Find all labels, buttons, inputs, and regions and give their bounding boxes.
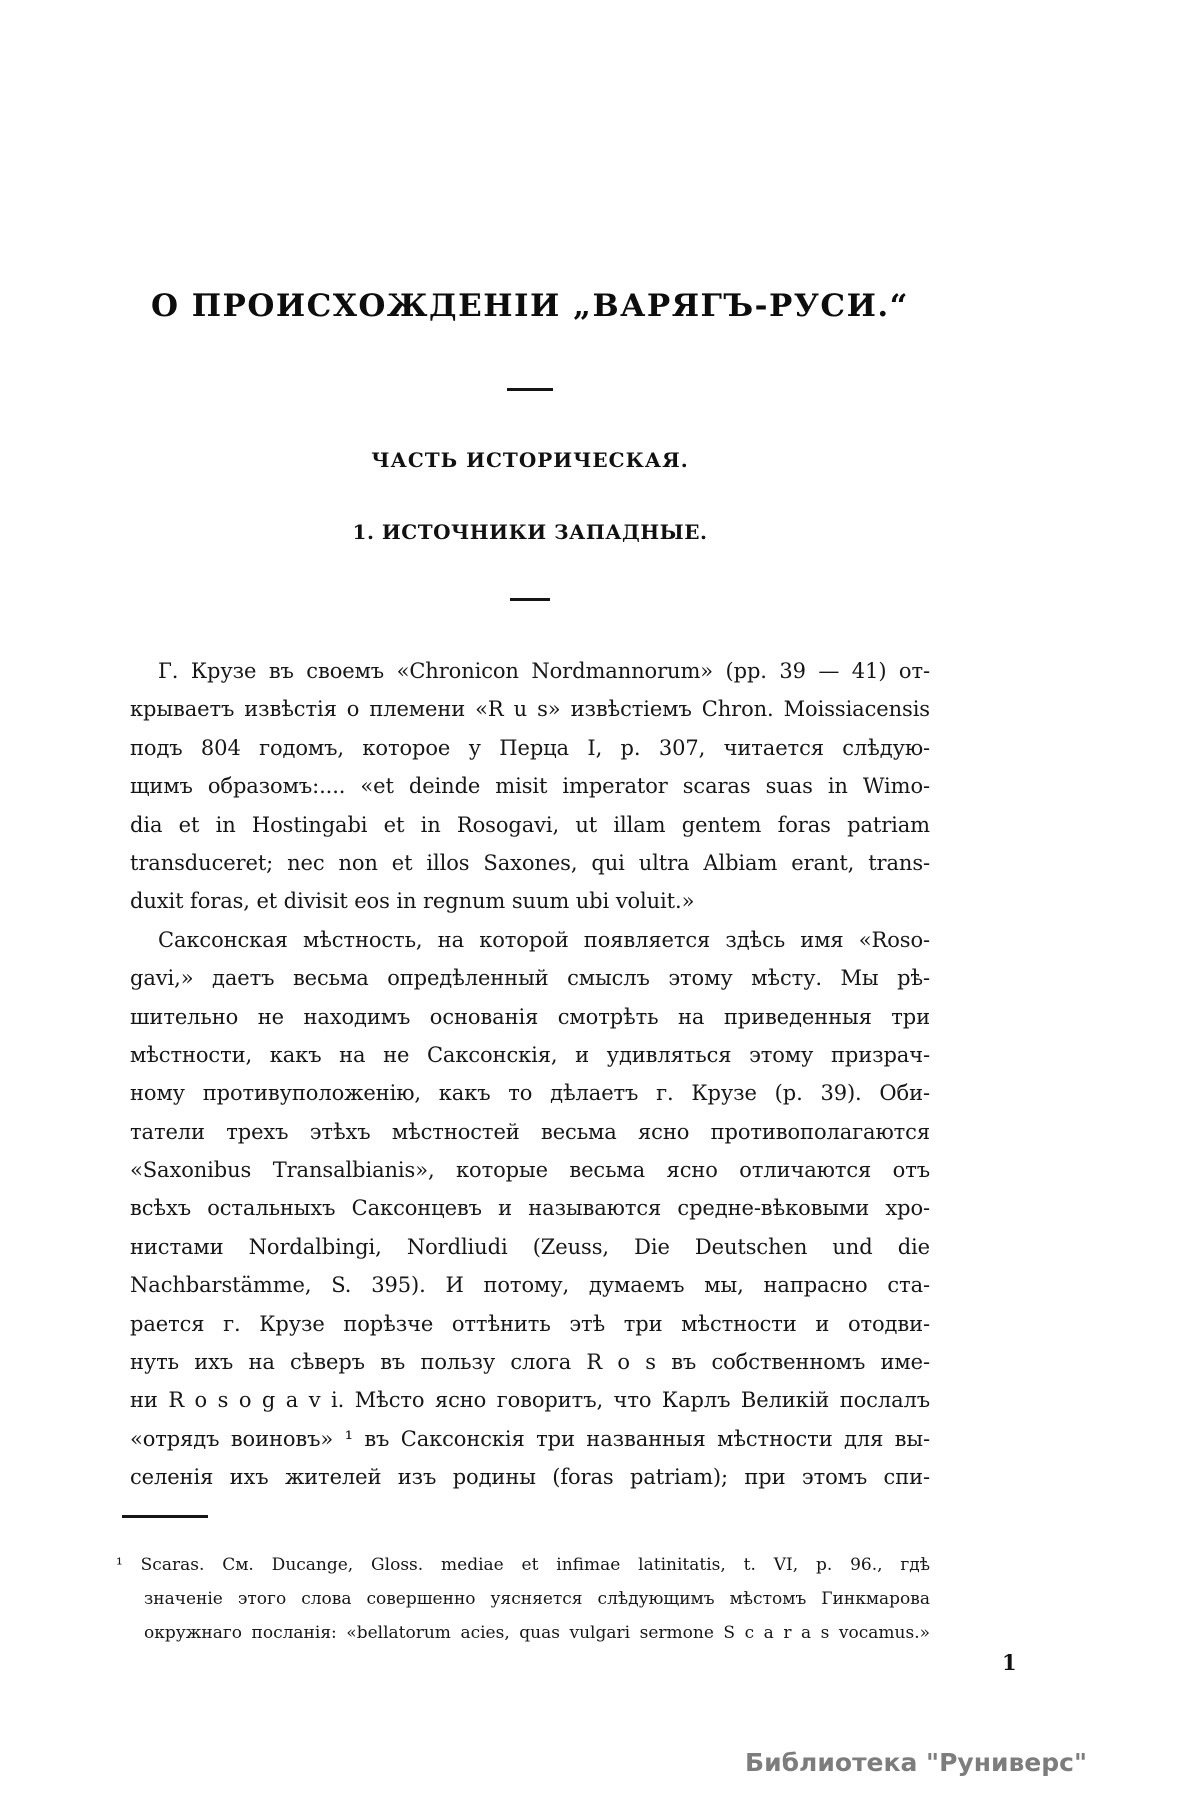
footnote-line: значеніе этого слова совершенно уясняется слѣдующимъ мѣстомъ Гинкмарова (144, 1588, 930, 1609)
footnote-line: ¹ Scaras. См. Ducange, Gloss. mediae et infimae latinitatis, t. VI, p. 96., гдѣ (116, 1554, 930, 1575)
body-line: селенія ихъ жителей изъ родины (foras patriam); при этомъ спи- (130, 1465, 930, 1490)
body-line: мѣстности, какъ на не Саксонскія, и удивляться этому призрач- (130, 1042, 930, 1067)
body-line: ному противуположенію, какъ то дѣлаетъ г. Крузе (p. 39). Оби- (130, 1081, 930, 1106)
body-line: dia et in Hostingabi et in Rosogavi, ut illam gentem foras patriam (130, 812, 930, 837)
footnote (116, 1548, 930, 1650)
text-column (116, 283, 930, 1650)
body-line: duxit foras, et divisit eos in regnum suum ubi voluit.» (130, 889, 695, 914)
part-heading: ЧАСТЬ ИСТОРИЧЕСКАЯ. (371, 448, 689, 472)
body-line: всѣхъ остальныхъ Саксонцевъ и называются средне-вѣковыми хро- (130, 1196, 930, 1221)
body-line: татели трехъ этѣхъ мѣстностей весьма ясно противополагаются (130, 1119, 930, 1144)
title-divider-rule (507, 388, 553, 391)
body-line: нуть ихъ на сѣверъ въ пользу слога R o s въ собственномъ име- (130, 1350, 930, 1375)
footnote-line: окружнаго посланія: «bellatorum acies, quas vulgari sermone S c a r a s vocamus.» (144, 1622, 930, 1643)
body-line: transduceret; nec non et illos Saxones, qui ultra Albiam erant, trans- (130, 850, 930, 875)
section-heading: 1. ИСТОЧНИКИ ЗАПАДНЫЕ. (352, 520, 708, 544)
body-line: ни R o s o g a v i. Мѣсто ясно говоритъ, что Карлъ Великій послалъ (130, 1388, 930, 1413)
section-divider-rule (510, 598, 550, 601)
body-line: рается г. Крузе порѣзче оттѣнить этѣ три мѣстности и отодви- (130, 1311, 930, 1336)
body-line: Nachbarstämme, S. 395). И потому, думаемъ мы, напрасно ста- (130, 1273, 930, 1298)
body-line: нистами Nordalbingi, Nordliudi (Zeuss, Die Deutschen und die (130, 1234, 930, 1259)
page-number: 1 (1002, 1650, 1017, 1675)
body-line: «отрядъ воиновъ» ¹ въ Саксонскія три названныя мѣстности для вы- (130, 1426, 930, 1451)
body-line: Саксонская мѣстность, на которой появляется здѣсь имя «Roso- (158, 927, 930, 952)
body-line: щимъ образомъ:.... «et deinde misit imperator scaras suas in Wimo- (130, 774, 930, 799)
body-line: gavi,» даетъ весьма опредѣленный смыслъ этому мѣсту. Мы рѣ- (130, 966, 930, 991)
footnote-rule (122, 1515, 208, 1518)
page-title: О ПРОИСХОЖДЕНІИ „ВАРЯГЪ-РУСИ.“ (150, 288, 910, 324)
body-line: крываетъ извѣстія о племени «R u s» извѣстіемъ Chron. Moissiacensis (130, 697, 930, 722)
body-line: Г. Крузе въ своемъ «Chronicon Nordmannorum» (pp. 39 — 41) от- (158, 659, 930, 683)
body-line: шительно не находимъ основанія смотрѣть на приведенныя три (130, 1004, 930, 1029)
body-line: «Saxonibus Transalbianis», которые весьма ясно отличаются отъ (130, 1158, 930, 1183)
body-text (130, 652, 930, 1497)
library-watermark: Библиотека "Руниверс" (745, 1748, 1087, 1777)
body-line: подъ 804 годомъ, которое у Перца I, p. 307, читается слѣдую- (130, 735, 930, 760)
